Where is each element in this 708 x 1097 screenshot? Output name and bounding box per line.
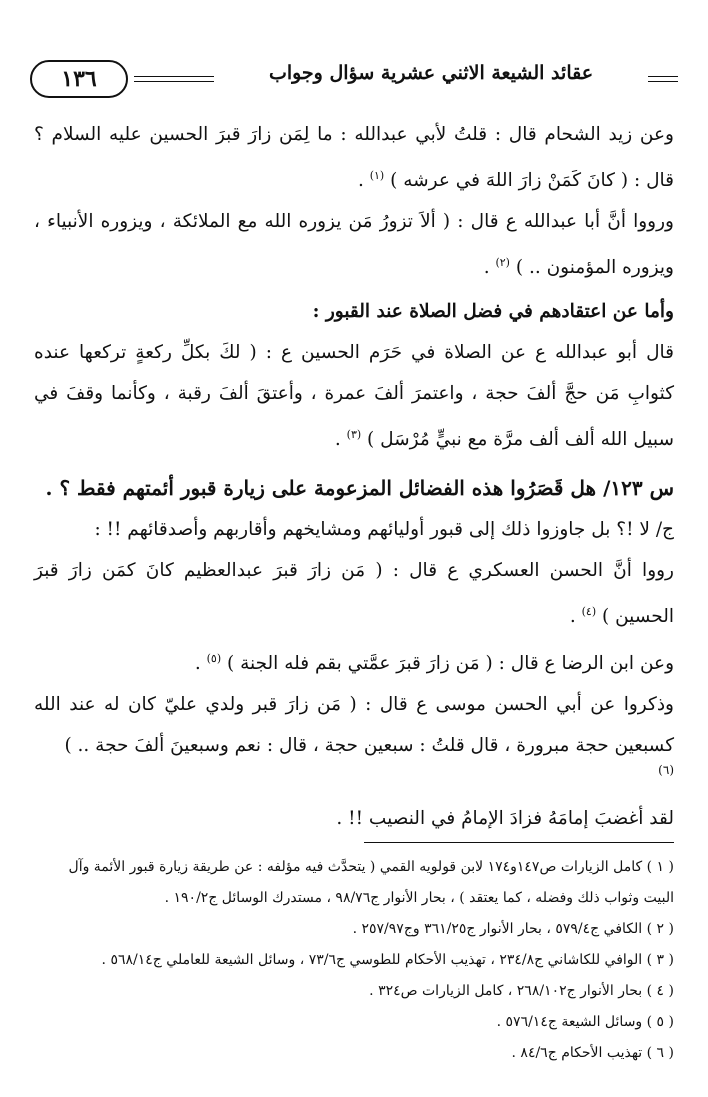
page-number: ١٣٦ [30, 60, 128, 98]
closing-line: لقد أغضبَ إمامَهُ فزادَ الإمامُ في النصيب !! . [336, 807, 674, 829]
paragraph-3: قال أبو عبدالله ع عن الصلاة في حَرَم الحسين ع : ( لكَ بكلِّ ركعةٍ تركعها عنده كثوابِ مَن حجَّ ألفَ حجة ، واعتمرَ ألفَ عمرة ، وأعتقَ ألفَ رقبة ، وكأنما وقفَ في سبيل الله ألف ألف مرَّة مع نبيٍّ مُرْسَل ) $^{(٣)}$ . [34, 342, 674, 451]
paragraph-6: وذكروا عن أبي الحسن موسى ع قال : ( مَن زارَ قبر ولدي عليّ كان له عند الله كسبعين حجة مبرورة ، قال قلتُ : سبعين حجة ، قال : نعم وسبعينَ ألفَ حجة .. ) [34, 693, 674, 756]
section-heading: وأما عن اعتقادهم في فضل الصلاة عند القبور : [312, 301, 674, 323]
footnote-divider [364, 842, 674, 843]
footnote-1: ( ١ ) كامل الزيارات ص١٤٧و١٧٤ لابن قولويه القمي ( يتحدَّث فيه مؤلفه : عن طريقة زيارة قبور الأئمة وآل البيت وثواب ذلك وفضله ، كما يعتقد ) ، بحار الأنوار ج٩٨/٧٦ ، مستدرك الوسائل ج١٩٠/٢ . [68, 859, 674, 906]
footnote-ref-4: (٤) [581, 605, 597, 619]
footnote-5: ( ٥ ) وسائل الشيعة ج٥٧٦/١٤ . [496, 1014, 674, 1030]
header-rule-right [648, 76, 678, 82]
book-title: عقائد الشيعة الاثني عشرية سؤال وجواب [268, 62, 594, 84]
footnote-6: ( ٦ ) تهذيب الأحكام ج٨٤/٦ . [511, 1045, 674, 1061]
footnote-ref-3: (٣) [346, 428, 362, 442]
header-rule-left [134, 76, 214, 82]
page-header [30, 58, 678, 102]
paragraph-2: ورووا أنَّ أبا عبدالله ع قال : ( ألاَ تزورُ مَن يزوره الله مع الملائكة ، ويزوره الأنبياء ، ويزوره المؤمنون .. ) $^{(٢)}$ . [34, 211, 674, 279]
main-text [34, 114, 674, 839]
footnotes [34, 852, 674, 1069]
paragraph-1: وعن زيد الشحام قال : قلتُ لأبي عبدالله : ما لِمَن زارَ قبرَ الحسين عليه السلام ؟ قال : ( كانَ كَمَنْ زارَ اللهَ في عرشه ) $^{(١)}$ . [34, 124, 674, 192]
footnote-ref-6: (٦) [658, 762, 674, 777]
paragraph-5: وعن ابن الرضا ع قال : ( مَن زارَ قبرَ عمَّتي بقم فله الجنة ) $^{(٥)}$ . [194, 651, 674, 674]
footnote-3: ( ٣ ) الوافي للكاشاني ج٢٣٤/٨ ، تهذيب الأحكام للطوسي ج٧٣/٦ ، وسائل الشيعة للعاملي ج٥٦٨/١٤ . [101, 952, 674, 968]
footnote-ref-5: (٥) [206, 651, 222, 665]
question-123: س ١٢٣/ هل قَصَرُوا هذه الفضائل المزعومة على زيارة قبور أئمتهم فقط ؟ . [45, 476, 674, 501]
paragraph-4: رووا أنَّ الحسن العسكري ع قال : ( مَن زارَ قبرَ عبدالعظيم كانَ كمَن زارَ قبرَ الحسين ) $^{(٤)}$ . [34, 560, 674, 628]
footnote-ref-2: (٢) [495, 256, 510, 270]
footnote-4: ( ٤ ) بحار الأنوار ج٢٦٨/١٠٢ ، كامل الزيارات ص٣٢٤ . [369, 983, 674, 999]
footnote-ref-1: (١) [369, 169, 385, 182]
footnote-2: ( ٢ ) الكافي ج٥٧٩/٤ ، بحار الأنوار ج٣٦١/٢٥ وج٢٥٧/٩٧ . [352, 921, 674, 937]
answer-123: ج/ لا !؟ بل جاوزوا ذلك إلى قبور أوليائهم ومشايخهم وأقاربهم وأصدقائهم !! : [94, 519, 674, 541]
